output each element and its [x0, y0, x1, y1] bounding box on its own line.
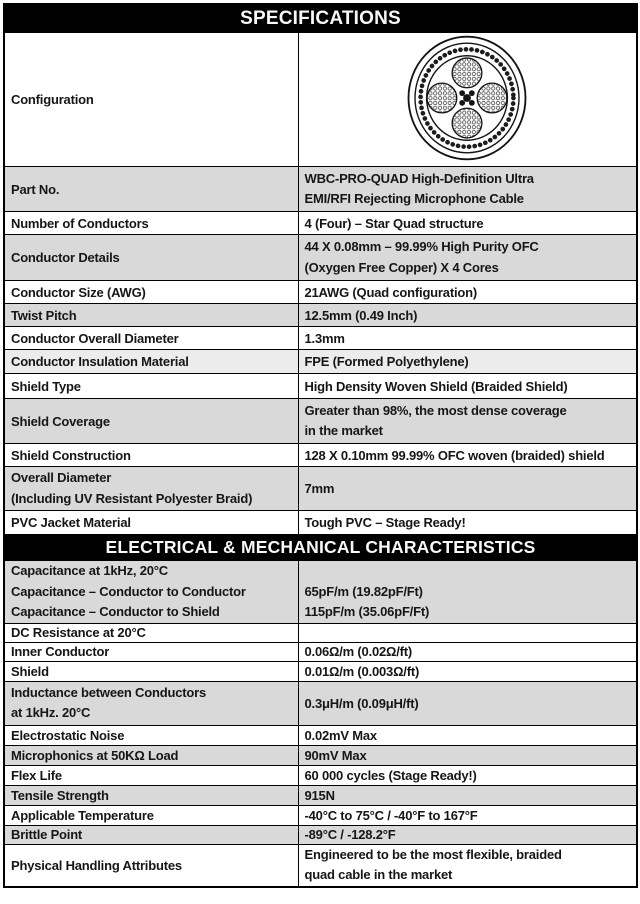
row-dc-resistance — [4, 623, 637, 642]
conductor-insulation-material-value: FPE (Formed Polyethylene) — [298, 350, 637, 374]
row-tensile-strength — [4, 785, 637, 805]
part-no-value — [298, 167, 637, 212]
row-shield-coverage — [4, 399, 637, 444]
part-no-value-line1: WBC-PRO-QUAD High-Definition Ultra — [304, 170, 534, 186]
shield-construction-value: 128 X 0.10mm 99.99% OFC woven (braided) shield — [298, 444, 637, 467]
overall-diameter-label-line2: (Including UV Resistant Polyester Braid) — [11, 490, 253, 506]
part-no-label: Part No. — [4, 167, 298, 212]
specifications-title: SPECIFICATIONS — [4, 4, 637, 33]
capacitance-label — [4, 561, 298, 624]
configuration-label: Configuration — [4, 33, 298, 167]
row-conductor-overall-diameter — [4, 327, 637, 350]
row-shield-construction — [4, 444, 637, 467]
row-shield-type — [4, 374, 637, 399]
capacitance-value-line3: 115pF/m (35.06pF/Ft) — [304, 604, 430, 619]
capacitance-value-line2: 65pF/m (19.82pF/Ft) — [304, 583, 423, 599]
dc-resistance-value — [298, 623, 637, 642]
inductance-value: 0.3μH/m (0.09μH/ft) — [298, 681, 637, 725]
flex-life-label: Flex Life — [4, 765, 298, 785]
inductance-label-line1: Inductance between Conductors — [11, 684, 207, 700]
configuration-diagram-cell — [298, 33, 637, 167]
physical-handling-value-line2: quad cable in the market — [304, 867, 453, 882]
capacitance-value — [298, 561, 637, 624]
row-pvc-jacket-material — [4, 511, 637, 535]
conductor-overall-diameter-value: 1.3mm — [298, 327, 637, 350]
row-microphonics — [4, 745, 637, 765]
row-number-of-conductors — [4, 212, 637, 235]
row-specifications-header — [4, 4, 637, 33]
pvc-jacket-material-label: PVC Jacket Material — [4, 511, 298, 535]
row-configuration — [4, 33, 637, 167]
row-part-no — [4, 167, 637, 212]
applicable-temperature-label: Applicable Temperature — [4, 805, 298, 825]
electrostatic-noise-label: Electrostatic Noise — [4, 725, 298, 745]
conductor-details-label: Conductor Details — [4, 235, 298, 281]
dc-resistance-label: DC Resistance at 20°C — [4, 623, 298, 642]
pvc-jacket-material-value: Tough PVC – Stage Ready! — [298, 511, 637, 535]
cable-cross-section-diagram — [399, 33, 535, 163]
electrostatic-noise-value: 0.02mV Max — [298, 725, 637, 745]
microphonics-label: Microphonics at 50KΩ Load — [4, 745, 298, 765]
row-overall-diameter — [4, 467, 637, 511]
row-flex-life — [4, 765, 637, 785]
conductor-insulation-material-label: Conductor Insulation Material — [4, 350, 298, 374]
number-of-conductors-value: 4 (Four) – Star Quad structure — [298, 212, 637, 235]
microphonics-value: 90mV Max — [298, 745, 637, 765]
twist-pitch-value: 12.5mm (0.49 Inch) — [298, 304, 637, 327]
twist-pitch-label: Twist Pitch — [4, 304, 298, 327]
row-inner-conductor — [4, 642, 637, 661]
row-conductor-details — [4, 235, 637, 281]
electrical-title: ELECTRICAL & MECHANICAL CHARACTERISTICS — [4, 535, 637, 561]
applicable-temperature-value: -40°C to 75°C / -40°F to 167°F — [298, 805, 637, 825]
inductance-label-line2: at 1kHz. 20°C — [11, 705, 91, 720]
row-applicable-temperature — [4, 805, 637, 825]
shield-type-label: Shield Type — [4, 374, 298, 399]
shield-coverage-value-line2: in the market — [304, 423, 383, 438]
inductance-label — [4, 681, 298, 725]
conductor-details-value-line1: 44 X 0.08mm – 99.99% High Purity OFC — [304, 239, 539, 254]
row-electrostatic-noise — [4, 725, 637, 745]
row-electrical-header — [4, 535, 637, 561]
part-no-value-line2: EMI/RFI Rejecting Microphone Cable — [304, 191, 524, 206]
capacitance-value-blank-line — [305, 561, 633, 582]
shield-coverage-label: Shield Coverage — [4, 399, 298, 444]
capacitance-label-line1: Capacitance at 1kHz, 20°C — [11, 563, 168, 578]
inner-conductor-label: Inner Conductor — [4, 642, 298, 661]
shield-resistance-value: 0.01Ω/m (0.003Ω/ft) — [298, 661, 637, 681]
row-inductance — [4, 681, 637, 725]
row-conductor-insulation-material — [4, 350, 637, 374]
overall-diameter-label — [4, 467, 298, 511]
shield-resistance-label: Shield — [4, 661, 298, 681]
row-physical-handling — [4, 844, 637, 887]
row-shield-resistance — [4, 661, 637, 681]
shield-construction-label: Shield Construction — [4, 444, 298, 467]
row-brittle-point — [4, 825, 637, 844]
brittle-point-value: -89°C / -128.2°F — [298, 825, 637, 844]
physical-handling-value — [298, 844, 637, 887]
capacitance-label-line2: Capacitance – Conductor to Conductor — [11, 583, 246, 599]
physical-handling-label: Physical Handling Attributes — [4, 844, 298, 887]
tensile-strength-label: Tensile Strength — [4, 785, 298, 805]
spec-table — [3, 3, 638, 888]
row-capacitance — [4, 561, 637, 624]
inner-conductor-value: 0.06Ω/m (0.02Ω/ft) — [298, 642, 637, 661]
row-twist-pitch — [4, 304, 637, 327]
conductor-overall-diameter-label: Conductor Overall Diameter — [4, 327, 298, 350]
conductor-details-value-line2: (Oxygen Free Copper) X 4 Cores — [304, 259, 499, 275]
flex-life-value: 60 000 cycles (Stage Ready!) — [298, 765, 637, 785]
shield-type-value: High Density Woven Shield (Braided Shield) — [298, 374, 637, 399]
number-of-conductors-label: Number of Conductors — [4, 212, 298, 235]
brittle-point-label: Brittle Point — [4, 825, 298, 844]
row-conductor-size — [4, 281, 637, 304]
conductor-size-label: Conductor Size (AWG) — [4, 281, 298, 304]
tensile-strength-value: 915N — [298, 785, 637, 805]
physical-handling-value-line1: Engineered to be the most flexible, braided — [304, 846, 562, 862]
conductor-size-value: 21AWG (Quad configuration) — [298, 281, 637, 304]
shield-coverage-value-line1: Greater than 98%, the most dense coverage — [304, 402, 567, 418]
overall-diameter-label-line1: Overall Diameter — [11, 470, 112, 485]
conductor-details-value — [298, 235, 637, 281]
capacitance-label-line3: Capacitance – Conductor to Shield — [11, 604, 220, 619]
shield-coverage-value — [298, 399, 637, 444]
overall-diameter-value: 7mm — [298, 467, 637, 511]
